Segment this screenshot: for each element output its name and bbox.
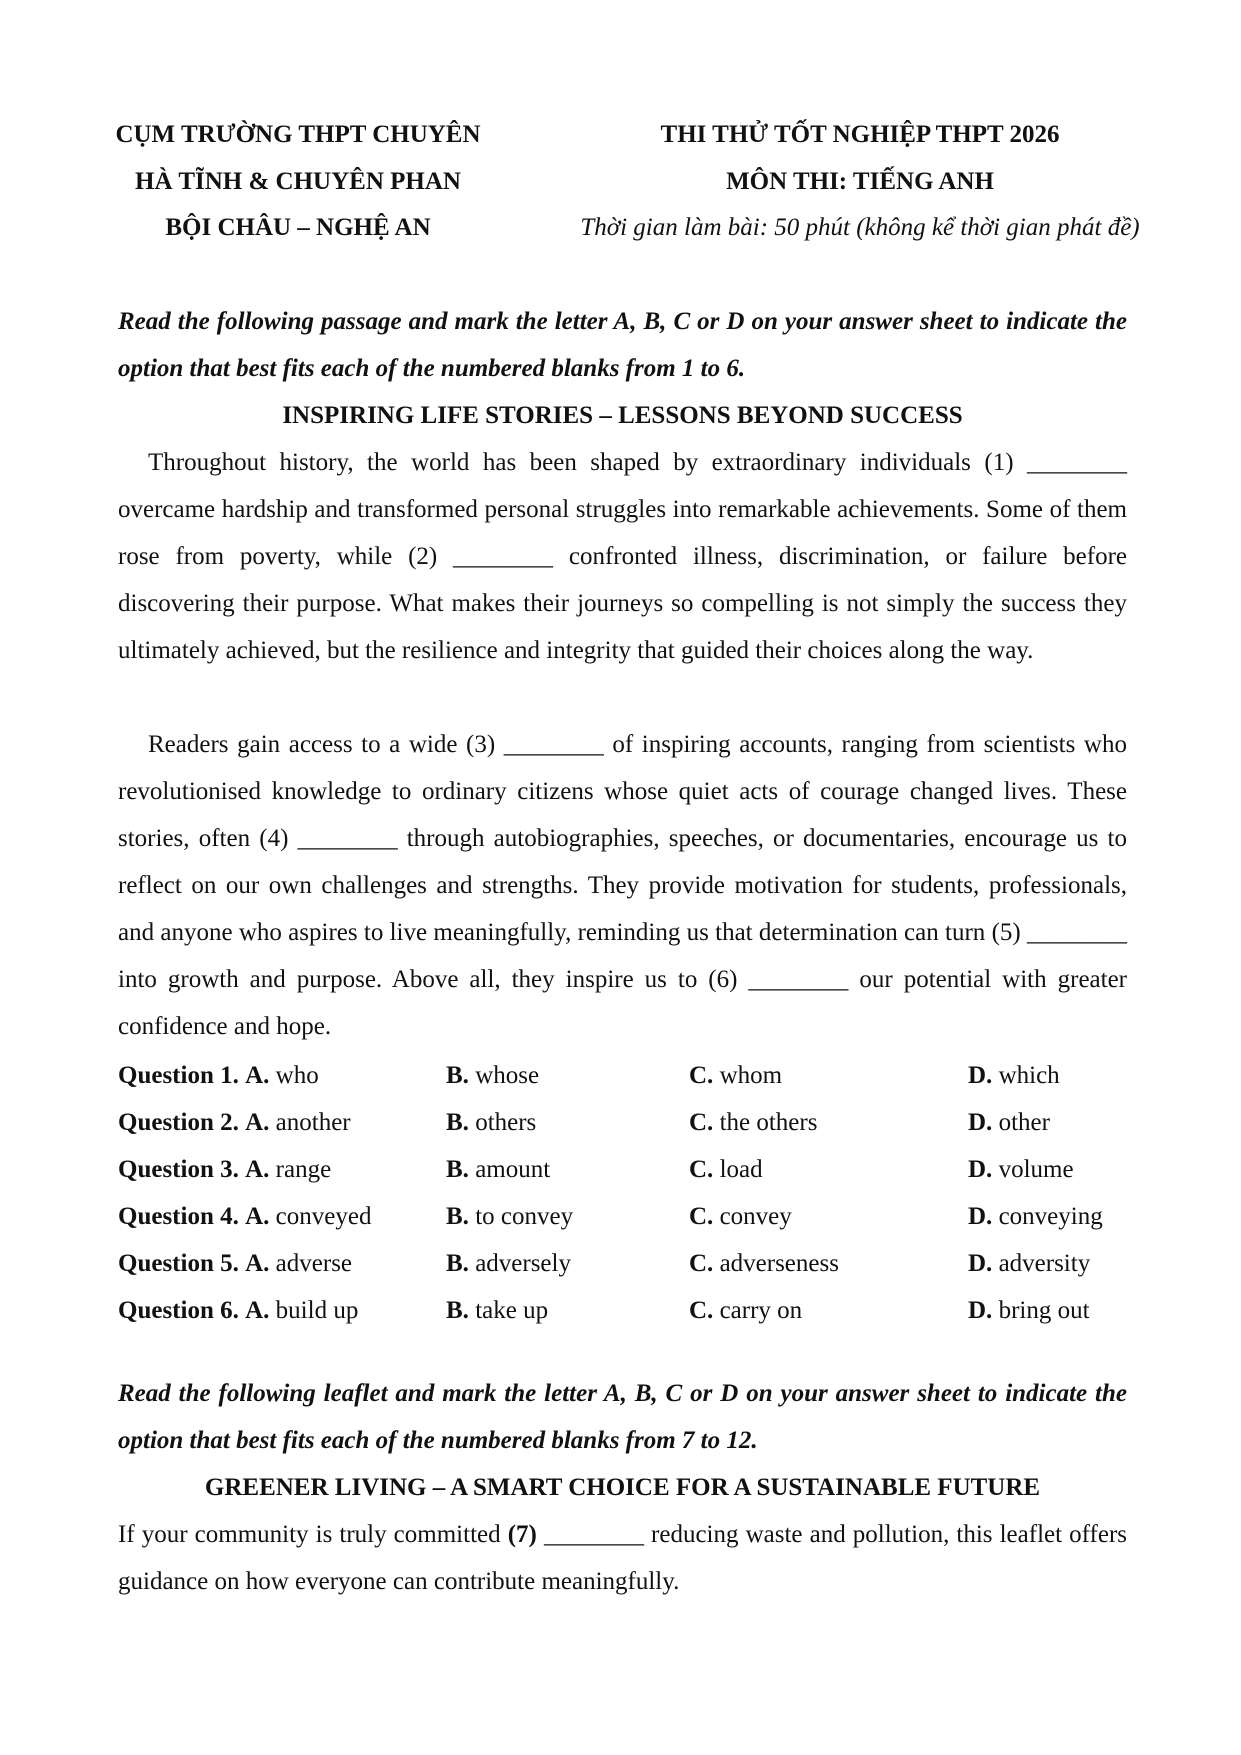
question-label: Question 4. xyxy=(118,1203,239,1230)
option-text: range xyxy=(275,1156,332,1183)
option-b[interactable] xyxy=(446,1240,571,1287)
blank-marker-7: (7) xyxy=(507,1521,537,1548)
option-d[interactable] xyxy=(968,1240,1090,1287)
question-row xyxy=(118,1052,1127,1099)
exam-subject: MÔN THI: TIẾNG ANH xyxy=(726,167,994,195)
option-text: the others xyxy=(719,1109,818,1136)
question-label: Question 5. xyxy=(118,1250,239,1277)
option-text: bring out xyxy=(998,1297,1090,1324)
option-text: other xyxy=(998,1109,1050,1136)
option-text: carry on xyxy=(719,1297,803,1324)
option-letter: A. xyxy=(245,1297,270,1324)
section2-paragraph xyxy=(118,1511,1127,1605)
exam-info xyxy=(540,112,1180,252)
question-label: Question 3. xyxy=(118,1156,239,1183)
option-letter: D. xyxy=(968,1109,993,1136)
option-b[interactable] xyxy=(446,1287,548,1334)
exam-time: Thời gian làm bài: 50 phút (không kể thời gian phát đề) xyxy=(580,214,1140,241)
option-b[interactable] xyxy=(446,1146,550,1193)
option-text: adversely xyxy=(475,1250,571,1277)
option-b[interactable] xyxy=(446,1193,573,1240)
question-label: Question 1. xyxy=(118,1062,239,1089)
question-list xyxy=(118,1052,1127,1334)
option-text: others xyxy=(475,1109,537,1136)
option-a[interactable] xyxy=(118,1240,352,1287)
option-letter: A. xyxy=(245,1062,270,1089)
option-a[interactable] xyxy=(118,1193,371,1240)
school-name-line-2: HÀ TĨNH & CHUYÊN PHAN xyxy=(135,167,461,195)
option-text: convey xyxy=(719,1203,792,1230)
option-c[interactable] xyxy=(689,1099,817,1146)
option-text: adverse xyxy=(275,1250,353,1277)
question-row xyxy=(118,1287,1127,1334)
option-c[interactable] xyxy=(689,1287,802,1334)
question-row xyxy=(118,1146,1127,1193)
option-letter: C. xyxy=(689,1250,714,1277)
option-text: adverseness xyxy=(719,1250,839,1277)
option-b[interactable] xyxy=(446,1052,539,1099)
section2-text-before: If your community is truly committed xyxy=(118,1521,508,1548)
option-c[interactable] xyxy=(689,1146,763,1193)
option-d[interactable] xyxy=(968,1193,1103,1240)
option-text: volume xyxy=(998,1156,1074,1183)
option-letter: B. xyxy=(446,1203,469,1230)
option-letter: A. xyxy=(245,1156,270,1183)
section1-title: INSPIRING LIFE STORIES – LESSONS BEYOND SUCCESS xyxy=(282,402,963,429)
school-name xyxy=(88,112,508,252)
option-text: adversity xyxy=(998,1250,1091,1277)
option-c[interactable] xyxy=(689,1193,792,1240)
option-text: which xyxy=(998,1062,1060,1089)
option-text: take up xyxy=(475,1297,549,1324)
question-label: Question 6. xyxy=(118,1297,239,1324)
option-text: to convey xyxy=(475,1203,574,1230)
school-name-line-3: BỘI CHÂU – NGHỆ AN xyxy=(165,214,431,241)
option-letter: C. xyxy=(689,1297,714,1324)
option-text: conveyed xyxy=(275,1203,372,1230)
school-name-line-1: CỤM TRƯỜNG THPT CHUYÊN xyxy=(115,121,481,148)
option-text: build up xyxy=(275,1297,359,1324)
option-letter: C. xyxy=(689,1109,714,1136)
section2-instruction: Read the following leaflet and mark the letter A, B, C or D on your answer sheet to indicate the option that best fits each of the numbered blanks from 7 to 12. xyxy=(118,1380,1127,1454)
exam-title: THI THỬ TỐT NGHIỆP THPT 2026 xyxy=(660,121,1060,148)
option-letter: D. xyxy=(968,1203,993,1230)
option-d[interactable] xyxy=(968,1287,1090,1334)
option-text: load xyxy=(719,1156,763,1183)
option-letter: D. xyxy=(968,1297,993,1324)
option-a[interactable] xyxy=(118,1146,331,1193)
option-letter: D. xyxy=(968,1250,993,1277)
option-d[interactable] xyxy=(968,1099,1050,1146)
option-c[interactable] xyxy=(689,1240,839,1287)
option-text: whom xyxy=(719,1062,783,1089)
question-label: Question 2. xyxy=(118,1109,239,1136)
option-letter: B. xyxy=(446,1156,469,1183)
option-letter: B. xyxy=(446,1297,469,1324)
option-letter: C. xyxy=(689,1062,714,1089)
option-d[interactable] xyxy=(968,1052,1060,1099)
option-text: amount xyxy=(475,1156,551,1183)
option-text: conveying xyxy=(998,1203,1103,1230)
option-letter: A. xyxy=(245,1109,270,1136)
option-text: another xyxy=(275,1109,351,1136)
question-row xyxy=(118,1099,1127,1146)
option-letter: C. xyxy=(689,1203,714,1230)
option-letter: B. xyxy=(446,1109,469,1136)
option-letter: A. xyxy=(245,1250,270,1277)
option-a[interactable] xyxy=(118,1287,358,1334)
option-text: whose xyxy=(475,1062,540,1089)
option-letter: C. xyxy=(689,1156,714,1183)
option-a[interactable] xyxy=(118,1099,351,1146)
section1-paragraph-1: Throughout history, the world has been shaped by extraordinary individuals (1) ________ overcame hardship and transformed personal struggles into remarkable achievements. Some of them rose from poverty, while (2) ________ confronted illness, discrimination, or failure before discovering their purpose. What makes their journeys so compelling is not simply the success they ultimately achieved, but the resilience and integrity that guided their choices along the way. xyxy=(118,449,1127,664)
option-a[interactable] xyxy=(118,1052,319,1099)
option-letter: D. xyxy=(968,1062,993,1089)
option-letter: D. xyxy=(968,1156,993,1183)
option-b[interactable] xyxy=(446,1099,536,1146)
section1-paragraph-2: Readers gain access to a wide (3) ________ of inspiring accounts, ranging from scientists who revolutionised knowledge to ordinary citizens whose quiet acts of courage changed lives. These stories, often (4) ________ through autobiographies, speeches, or documentaries, encourage us to reflect on our own challenges and strengths. They provide motivation for students, professionals, and anyone who aspires to live meaningfully, reminding us that determination can turn (5) ________ into growth and purpose. Above all, they inspire us to (6) ________ our potential with greater confidence and hope. xyxy=(118,731,1127,1040)
option-text: who xyxy=(275,1062,319,1089)
option-letter: B. xyxy=(446,1062,469,1089)
question-row xyxy=(118,1193,1127,1240)
section2-text-after: ________ reducing waste and pollution, this leaflet offers guidance on how everyone can contribute meaningfully. xyxy=(118,1521,1127,1595)
question-row xyxy=(118,1240,1127,1287)
option-c[interactable] xyxy=(689,1052,782,1099)
section2-title: GREENER LIVING – A SMART CHOICE FOR A SUSTAINABLE FUTURE xyxy=(204,1474,1041,1501)
option-letter: B. xyxy=(446,1250,469,1277)
section1-instruction: Read the following passage and mark the letter A, B, C or D on your answer sheet to indicate the option that best fits each of the numbered blanks from 1 to 6. xyxy=(118,308,1127,382)
option-letter: A. xyxy=(245,1203,270,1230)
option-d[interactable] xyxy=(968,1146,1074,1193)
